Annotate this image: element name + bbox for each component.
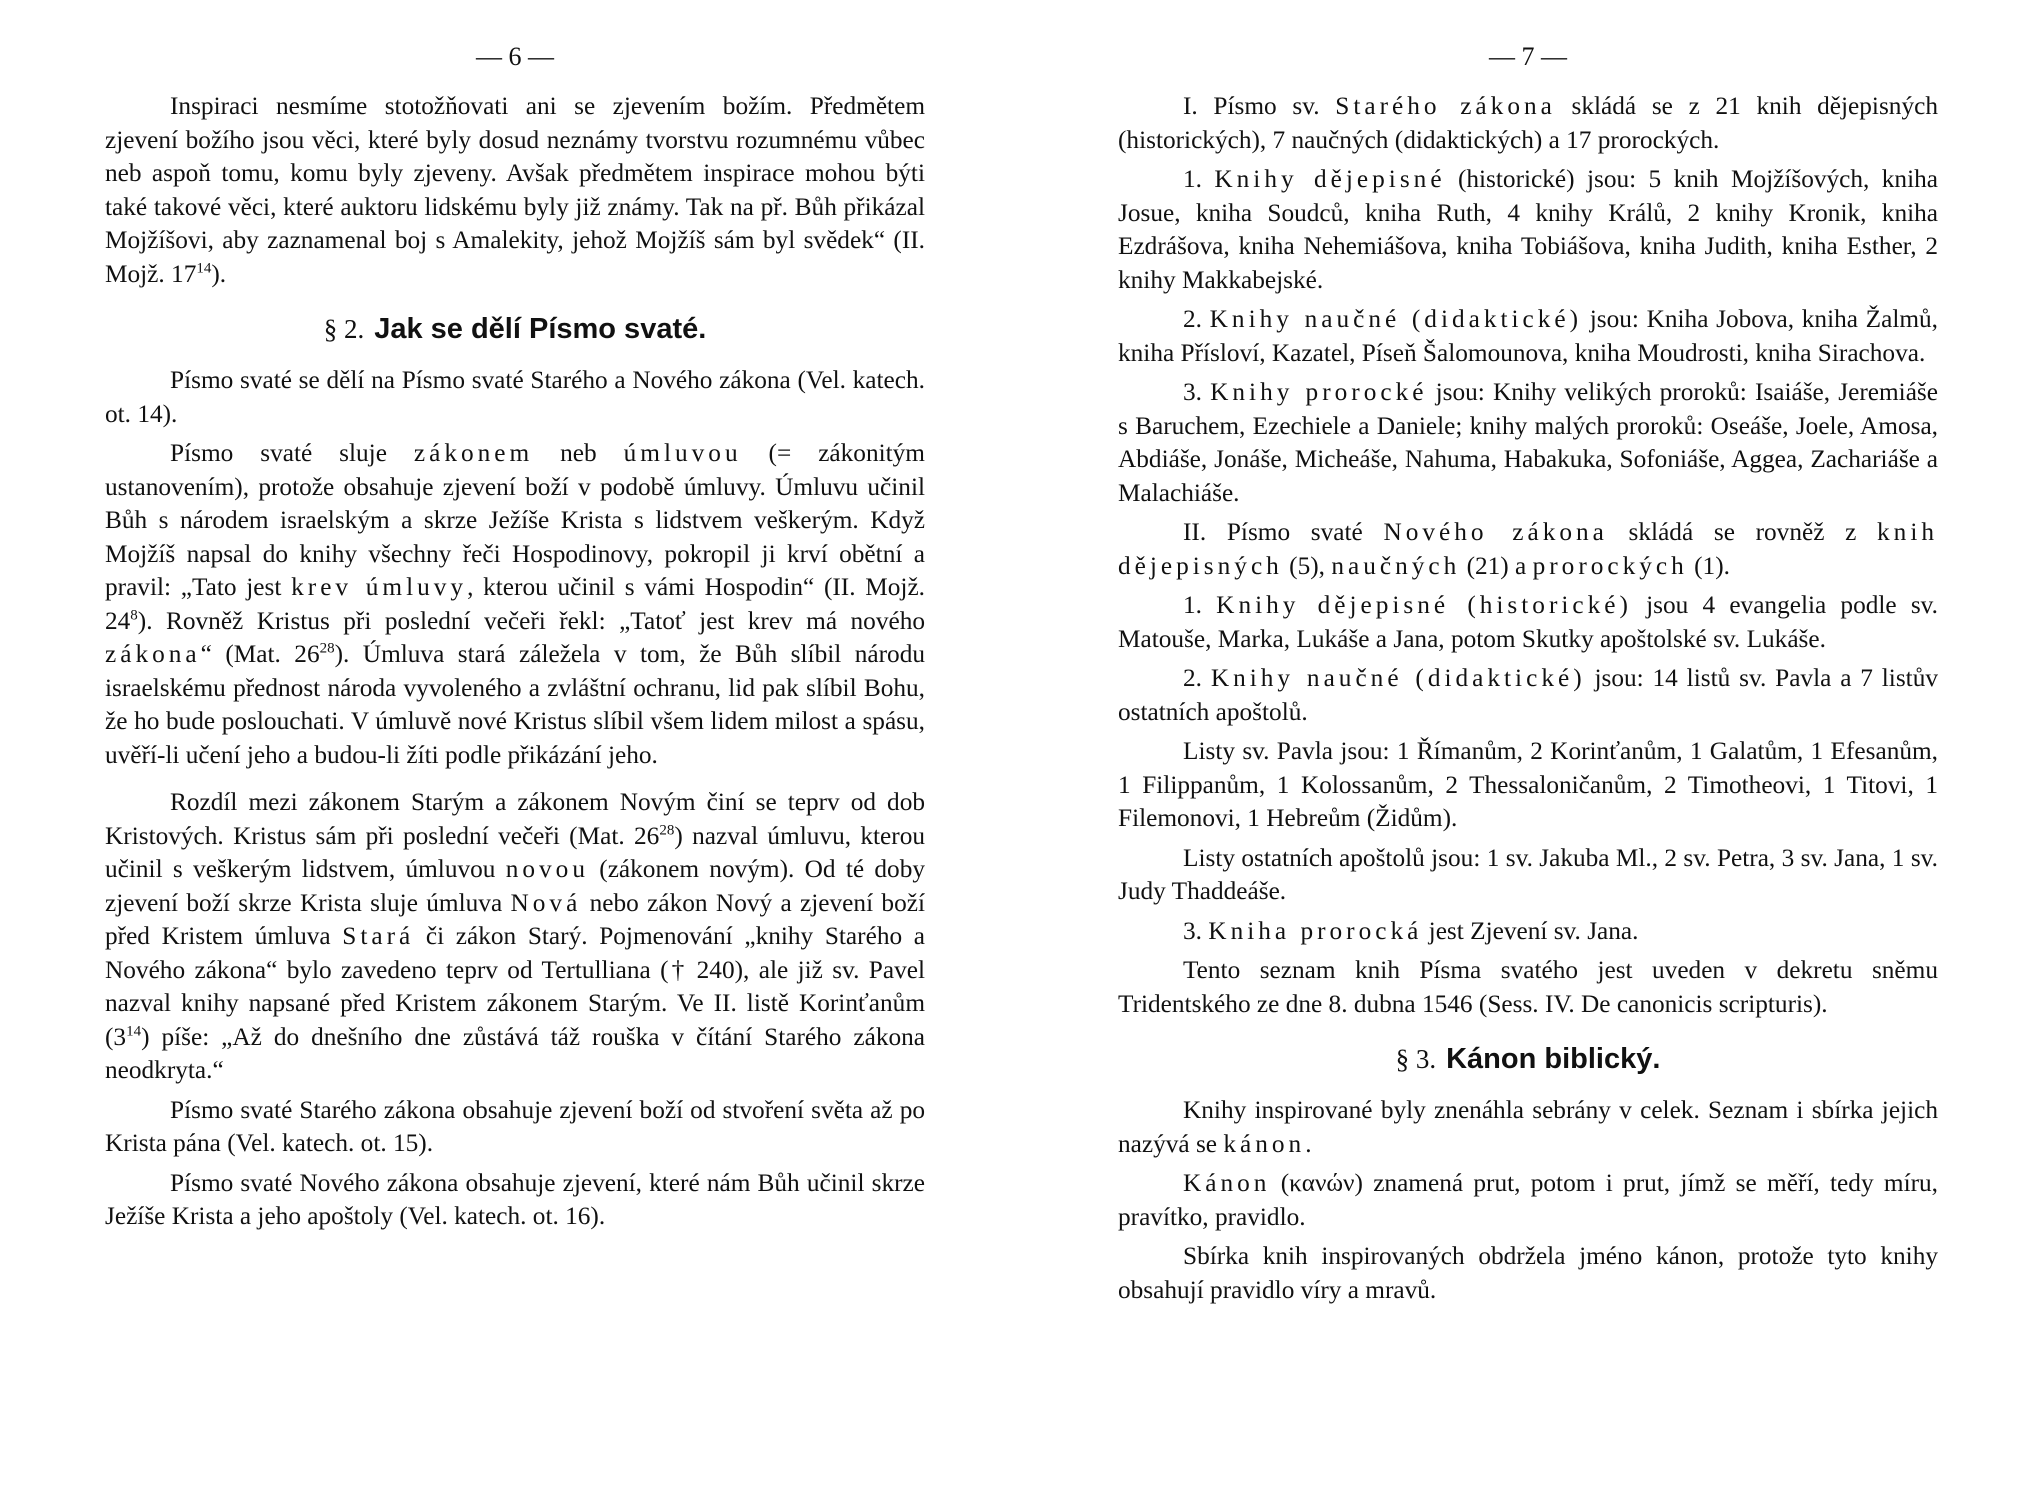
paragraph: 3. Kniha prorocká jest Zjevení sv. Jana.	[1183, 916, 1639, 945]
paragraph: Knihy inspirované byly znenáhla sebrány v celek. Seznam i sbírka jejich nazývá se kánon.	[1118, 1096, 1938, 1158]
paragraph: II. Písmo svaté Nového zákona skládá se rovněž z knih dějepisných (5), naučných (21) a prorockých (1).	[1118, 518, 1939, 580]
paragraph: 3. Knihy prorocké jsou: Knihy velikých proroků: Isaiáše, Jeremiáše s Baruchem, Ezechiele a Daniele; knihy malých proroků: Oseáše, Joele, Amosa, Abdiáše, Jonáše, Micheáše, Nahuma, Habakuka, Sofoniáše, Aggea, Zachariáše a Malachiáše.	[1118, 378, 1938, 507]
paragraph: Písmo svaté Starého zákona obsahuje zjevení boží od stvoření světa až po Krista pána (Vel. katech. ot. 15).	[105, 1095, 925, 1157]
page-number: — 7 —	[1489, 42, 1567, 71]
paragraph: 2. Knihy naučné (didaktické) jsou: 14 listů sv. Pavla a 7 listův ostatních apoštolů.	[1118, 664, 1938, 726]
paragraph: 1. Knihy dějepisné (historické) jsou: 5 knih Mojžíšových, kniha Josue, kniha Soudců, kniha Ruth, 4 knihy Králů, 2 knihy Kronik, kniha Ezdrášova, kniha Nehemiášova, kniha Tobiášova, kniha Judith, kniha Esther, 2 knihy Makkabejské.	[1118, 165, 1938, 294]
paragraph: Sbírka knih inspirovaných obdržela jméno kánon, protože tyto knihy obsahují pravidlo víry a mravů.	[1118, 1242, 1938, 1304]
left-page-content	[105, 90, 925, 1240]
section-number: § 3.	[1395, 1044, 1437, 1074]
paragraph: Písmo svaté se dělí na Písmo svaté Starého a Nového zákona (Vel. katech. ot. 14).	[105, 366, 925, 428]
paragraph: Kánon (κανών) znamená prut, potom i prut, jímž se měří, tedy míru, pravítko, pravidlo.	[1118, 1169, 1938, 1231]
paragraph: Písmo svaté sluje zákonem neb úmluvou (= zákonitým ustanovením), protože obsahuje zjevení boží v podobě úmluvy. Úmluvu učinil Bůh s národem israelským a skrze Ježíše Krista s lidstvem veškerým. Když Mojžíš napsal do knihy všechny řeči Hospodinovy, pokropil ji krví obětní a pravil: „Tato jest krev úmluvy, kterou učinil s vámi Hospodin“ (II. Mojž. $24^8$). Rovněž Kristus při poslední večeři řekl: „Tatoť jest krev má nového zákona“ (Mat. $26^{28}$). Úmluva stará záležela v tom, že Bůh slíbil národu israelskému přednost národa vyvoleného a zvláštní ochranu, lid pak slíbil Bohu, že ho bude poslouchati. V úmluvě nové Kristus slíbil všem lidem milost a spásu, uvěří-li učení jeho a budou-li žíti podle přikázání jeho.	[105, 439, 925, 769]
right-page-content	[1118, 90, 1938, 1313]
paragraph: Tento seznam knih Písma svatého jest uveden v dekretu sněmu Tridentského ze dne 8. dubna 1546 (Sess. IV. De canonicis scripturis).	[1118, 956, 1938, 1018]
paragraph: Písmo svaté Nového zákona obsahuje zjevení, které nám Bůh učinil skrze Ježíše Krista a jeho apoštoly (Vel. katech. ot. 16).	[105, 1168, 925, 1230]
paragraph: Inspiraci nesmíme stotožňovati ani se zjevením božím. Předmětem zjevení božího jsou věci, které byly dosud neznámy tvorstvu rozumnému vůbec neb aspoň tomu, komu byly zjeveny. Avšak předmětem inspirace mohou býti také takové věci, které auktoru lidskému byly již známy. Tak na př. Bůh přikázal Mojžíšovi, aby zaznamenal boj s Amalekity, jehož Mojžíš sám byl svědek“ (II. Mojž. $17^{14}$).	[105, 92, 925, 288]
section-title: Jak se dělí Písmo svaté.	[374, 313, 707, 345]
section-heading	[1118, 1043, 1938, 1076]
paragraph: I. Písmo sv. Starého zákona skládá se z 21 knih dějepisných (historických), 7 naučných (didaktických) a 17 prorockých.	[1118, 92, 1938, 154]
page-number: — 6 —	[476, 42, 554, 71]
paragraph: 1. Knihy dějepisné (historické) jsou 4 evangelia podle sv. Matouše, Marka, Lukáše a Jana, potom Skutky apoštolské sv. Lukáše.	[1118, 591, 1939, 653]
paragraph: Listy sv. Pavla jsou: 1 Římanům, 2 Korinťanům, 1 Galatům, 1 Efesanům, 1 Filippanům, 1 Kolossanům, 2 Thessaloničanům, 2 Timotheovi, 1 Titovi, 1 Filemonovi, 1 Hebreům (Židům).	[1118, 737, 1938, 832]
section-title: Kánon biblický.	[1446, 1043, 1661, 1075]
paragraph: Rozdíl mezi zákonem Starým a zákonem Novým činí se teprv od dob Kristových. Kristus sám při poslední večeři (Mat. $26^{28}$) nazval úmluvu, kterou učinil s veškerým lidstvem, úmluvou novou (zákonem novým). Od té doby zjevení boží skrze Krista sluje úmluva Nová nebo zákon Nový a zjevení boží před Kristem úmluva Stará či zákon Starý. Pojmenování „knihy Starého a Nového zákona“ bylo zavedeno teprv od Tertulliana († 240), ale již sv. Pavel nazval knihy napsané před Kristem zákonem Starým. Ve II. listě Korinťanům $(3^{14})$ píše: „Až do dnešního dne zůstává táž rouška v čítání Starého zákona neodkryta.“	[105, 788, 926, 1084]
section-heading	[105, 313, 925, 346]
paragraph: Listy ostatních apoštolů jsou: 1 sv. Jakuba Ml., 2 sv. Petra, 3 sv. Jana, 1 sv. Judy Thaddeáše.	[1118, 843, 1938, 905]
section-number: § 2.	[323, 314, 365, 344]
paragraph: 2. Knihy naučné (didaktické) jsou: Kniha Jobova, kniha Žalmů, kniha Přísloví, Kazatel, Píseň Šalomounova, kniha Moudrosti, kniha Sirachova.	[1118, 305, 1938, 367]
